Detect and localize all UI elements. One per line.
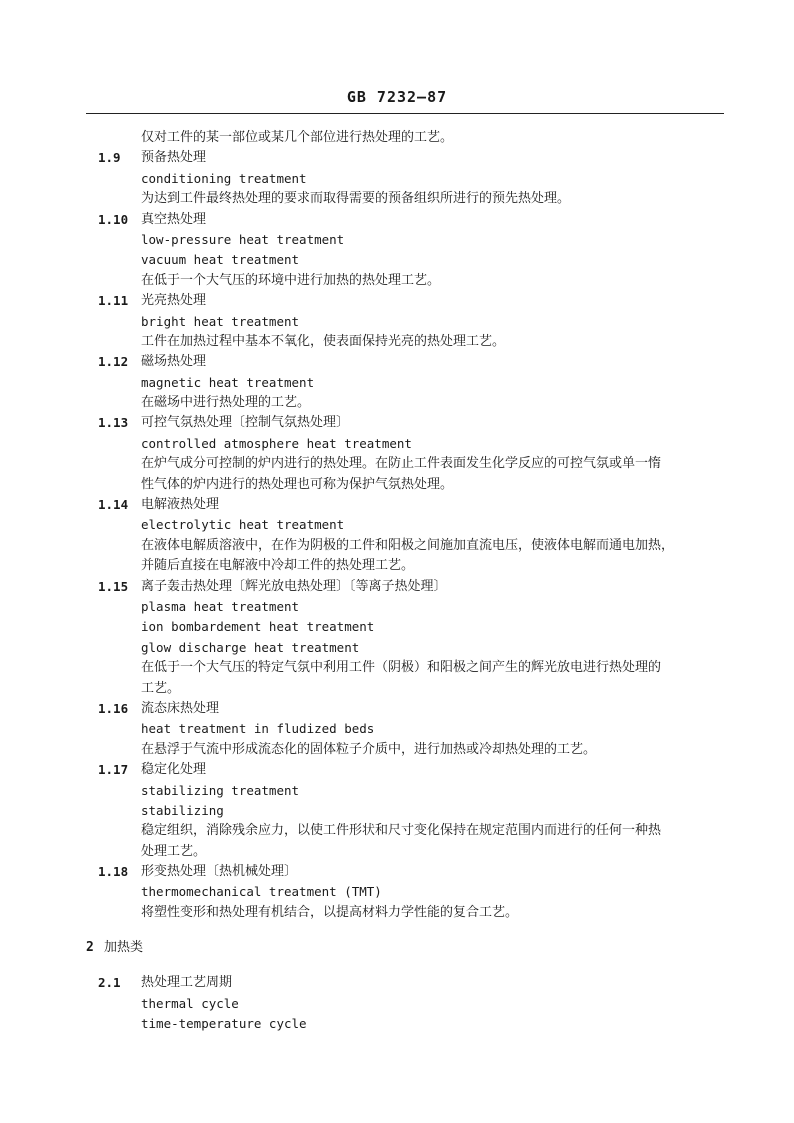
- term-entry-line: [0, 862, 794, 882]
- term-number: 1.12: [98, 354, 129, 370]
- term-number: 1.11: [98, 293, 129, 309]
- text-line: [0, 454, 794, 474]
- chinese-text: 电解液热处理: [141, 497, 220, 513]
- text-line: [0, 556, 794, 576]
- section-title: 加热类: [104, 940, 144, 956]
- term-number: 1.9: [98, 150, 121, 166]
- text-line: [0, 617, 794, 637]
- text-line: [0, 536, 794, 556]
- english-term: low-pressure heat treatment: [141, 231, 345, 247]
- text-line: [0, 994, 794, 1014]
- english-term: magnetic heat treatment: [141, 374, 315, 390]
- english-term: ion bombardement heat treatment: [141, 619, 375, 635]
- section-gap: [0, 963, 794, 973]
- term-number: 1.13: [98, 415, 129, 431]
- text-line: [0, 271, 794, 291]
- chinese-text: 真空热处理: [141, 211, 207, 227]
- text-line: [0, 801, 794, 821]
- english-term: thermomechanical treatment (TMT): [141, 884, 382, 900]
- term-entry-line: [0, 577, 794, 597]
- section-2-terms: [0, 973, 794, 1034]
- chinese-text: 在低于一个大气压的环境中进行加热的热处理工艺。: [141, 272, 441, 288]
- chinese-text: 工艺。: [141, 680, 181, 696]
- chinese-text: 在悬浮于气流中形成流态化的固体粒子介质中，进行加热或冷却热处理的工艺。: [141, 741, 597, 757]
- document-header: GB 7232—87: [346, 88, 448, 106]
- text-line: [0, 128, 794, 148]
- text-line: [0, 882, 794, 902]
- term-entry-line: [0, 352, 794, 372]
- english-term: conditioning treatment: [141, 170, 307, 186]
- term-entry-line: [0, 413, 794, 433]
- chinese-text: 稳定组织，消除残余应力，以使工件形状和尺寸变化保持在规定范围内而进行的任何一种热: [141, 823, 662, 839]
- term-number: 1.16: [98, 700, 129, 716]
- term-entry-line: [0, 495, 794, 515]
- english-term: heat treatment in fludized beds: [141, 721, 375, 737]
- text-line: [0, 658, 794, 678]
- text-line: [0, 434, 794, 454]
- term-number: 2.1: [98, 975, 121, 991]
- text-line: [0, 679, 794, 699]
- text-line: [0, 373, 794, 393]
- chinese-text: 稳定化处理: [141, 762, 207, 778]
- chinese-text: 热处理工艺周期: [141, 975, 233, 991]
- section-1-terms: [0, 128, 794, 923]
- english-term: stabilizing: [141, 802, 224, 818]
- chinese-text: 在低于一个大气压的特定气氛中利用工件（阴极）和阳极之间产生的辉光放电进行热处理的: [141, 660, 662, 676]
- text-line: [0, 332, 794, 352]
- text-line: [0, 842, 794, 862]
- text-line: [0, 1014, 794, 1034]
- chinese-text: 离子轰击热处理〔辉光放电热处理〕〔等离子热处理〕: [141, 578, 447, 594]
- term-entry-line: [0, 210, 794, 230]
- chinese-text: 在液体电解质溶液中，在作为阴极的工件和阳极之间施加直流电压，使液体电解而通电加热，: [141, 537, 675, 553]
- term-number: 1.18: [98, 864, 129, 880]
- chinese-text: 预备热处理: [141, 150, 207, 166]
- document-body: [0, 128, 794, 1034]
- text-line: [0, 597, 794, 617]
- english-term: plasma heat treatment: [141, 598, 300, 614]
- text-line: [0, 515, 794, 535]
- header-rule: [86, 113, 724, 114]
- text-line: [0, 781, 794, 801]
- text-line: [0, 169, 794, 189]
- term-entry-line: [0, 973, 794, 993]
- chinese-text: 在磁场中进行热处理的工艺。: [141, 395, 311, 411]
- chinese-text: 可控气氛热处理〔控制气氛热处理〕: [141, 415, 350, 431]
- text-line: [0, 230, 794, 250]
- chinese-text: 在炉气成分可控制的炉内进行的热处理。在防止工件表面发生化学反应的可控气氛或单一惰: [141, 456, 662, 472]
- chinese-text: 将塑性变形和热处理有机结合，以提高材料力学性能的复合工艺。: [141, 904, 519, 920]
- english-term: electrolytic heat treatment: [141, 517, 345, 533]
- term-number: 1.10: [98, 211, 129, 227]
- term-number: 1.15: [98, 578, 129, 594]
- chinese-text: 形变热处理〔热机械处理〕: [141, 864, 298, 880]
- text-line: [0, 903, 794, 923]
- term-number: 1.17: [98, 762, 129, 778]
- text-line: [0, 740, 794, 760]
- chinese-text: 为达到工件最终热处理的要求而取得需要的预备组织所进行的预先热处理。: [141, 191, 571, 207]
- text-line: [0, 312, 794, 332]
- english-term: glow discharge heat treatment: [141, 639, 360, 655]
- term-entry-line: [0, 148, 794, 168]
- section-heading: [0, 933, 794, 963]
- english-term: thermal cycle: [141, 995, 239, 1011]
- text-line: [0, 393, 794, 413]
- english-term: vacuum heat treatment: [141, 252, 300, 268]
- english-term: time-temperature cycle: [141, 1016, 307, 1032]
- text-line: [0, 250, 794, 270]
- chinese-text: 工件在加热过程中基本不氧化，使表面保持光亮的热处理工艺。: [141, 333, 506, 349]
- english-term: controlled atmosphere heat treatment: [141, 435, 412, 451]
- term-number: 1.14: [98, 497, 129, 513]
- chinese-text: 处理工艺。: [141, 843, 207, 859]
- chinese-text: 流态床热处理: [141, 700, 220, 716]
- chinese-text: 仅对工件的某一部位或某几个部位进行热处理的工艺。: [141, 130, 454, 145]
- text-line: [0, 189, 794, 209]
- chinese-text: 磁场热处理: [141, 354, 207, 370]
- english-term: stabilizing treatment: [141, 782, 300, 798]
- english-term: bright heat treatment: [141, 313, 300, 329]
- text-line: [0, 719, 794, 739]
- term-entry-line: [0, 760, 794, 780]
- term-entry-line: [0, 699, 794, 719]
- chinese-text: 并随后直接在电解液中冷却工件的热处理工艺。: [141, 558, 415, 574]
- text-line: [0, 638, 794, 658]
- section-gap: [0, 923, 794, 933]
- chinese-text: 性气体的炉内进行的热处理也可称为保护气氛热处理。: [141, 476, 454, 492]
- text-line: [0, 821, 794, 841]
- text-line: [0, 475, 794, 495]
- term-entry-line: [0, 291, 794, 311]
- section-number: 2: [86, 940, 94, 956]
- chinese-text: 光亮热处理: [141, 293, 207, 309]
